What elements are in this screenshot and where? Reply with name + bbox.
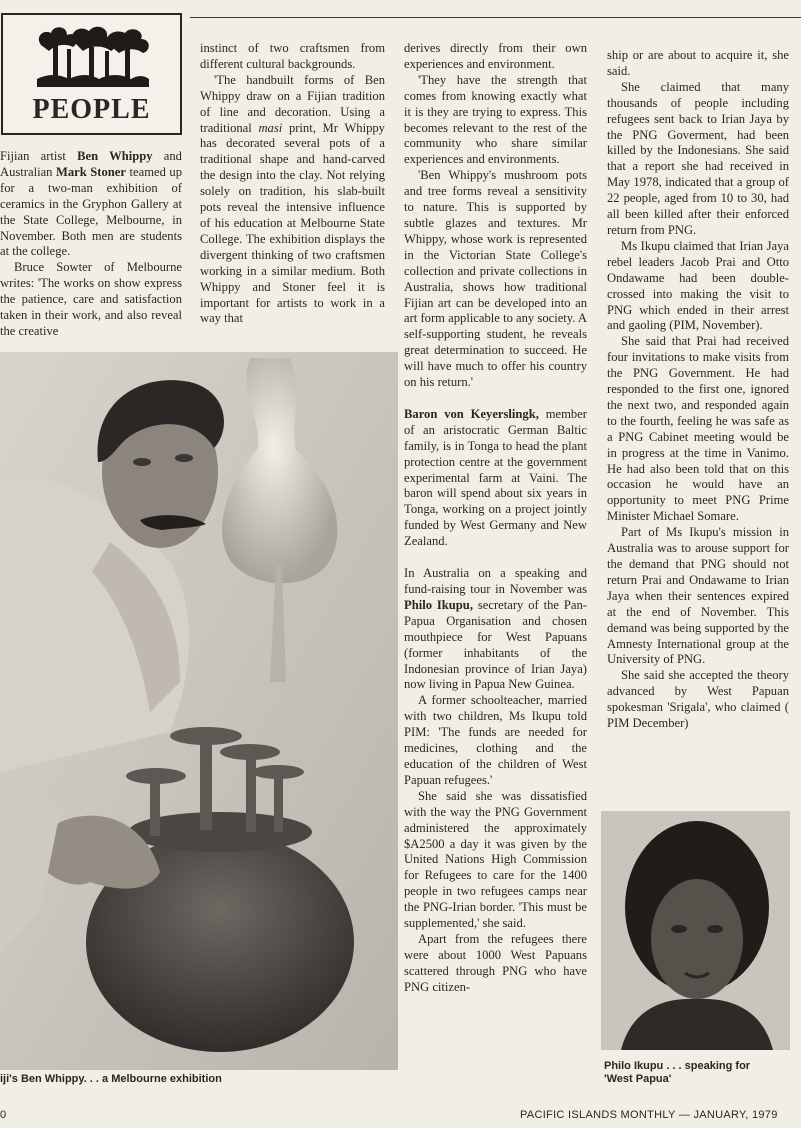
article-paragraph: In Australia on a speaking and fund-raising tour in November was Philo Ikupu, secretary of the Pan-Papua Organisation and chosen mouthpiece for West Papuans (former inhabitants of the Indonesian province of Irian Jaya) now living in Papua New Guinea. [404,566,587,692]
people-section-logo [1,13,182,135]
article-paragraph: She said she accepted the theory advanced by West Papuan spokesman 'Srigala', who claimed ( PIM December) [607,668,789,731]
article-paragraph: Baron von Keyerslingk, member of an aristocratic German Baltic family, is in Tonga to head the plant protection centre at the government experimental farm at Vaini. The baron will spend about six years in Tonga, working on a project jointly funded by West Germany and New Zealand. [404,406,587,549]
header-rule [190,17,801,18]
article-paragraph: derives directly from their own experiences and environment. [404,41,587,71]
ben-whippy-photo [0,352,398,1070]
page-number: 0 [0,1109,7,1121]
article-paragraph: She said she was dissatisfied with the way the PNG Government administered the approximately $A2500 a day it was given by the United Nations High Commission for Refugees to care for the 1400 people in two refugees camps near the PNG-Irian border. 'This must be supplemented,' she said. [404,788,587,931]
article-paragraph: Ms Ikupu claimed that Irian Jaya rebel leaders Jacob Prai and Otto Ondawame had been double-crossed into making the visit to PNG which ended in their arrest and gaoling (PIM, November). [607,238,789,333]
philo-ikupu-photo [601,811,790,1050]
article-paragraph: 'They have the strength that comes from knowing exactly what it is they are trying to express. This becomes relevant to the rest of the community who share similar experiences and environments. [404,72,587,167]
caption-line: 'West Papua' [604,1073,672,1085]
article-paragraph: A former schoolteacher, married with two children, Ms Ikupu told PIM: 'The funds are needed for medicines, clothing and the education of the children of West Papuan refugees.' [404,693,587,787]
article-paragraph: Bruce Sowter of Melbourne writes: 'The works on show express the patience, care and satisfaction taken in their work, and also reveal the creative [0,260,182,338]
main-photo-caption: iji's Ben Whippy. . . a Melbourne exhibition [0,1073,222,1085]
article-paragraph: instinct of two craftsmen from different cultural backgrounds. [200,41,385,71]
article-paragraph: 'The handbuilt forms of Ben Whippy draw on a Fijian tradition of line and decoration. Using a traditional masi print, Mr Whippy has decorated several pots of a traditional shape and hand-carved the design into the clay. Not relying solely on tradition, his slab-built pots reveal the intensive influence of his education at Melbourne State College. The exhibition displays the divergent thinking of two craftsmen working in a similar medium. Both Whippy and Stoner feel it is important for artists to work in a way that [200,72,385,326]
article-paragraph: 'Ben Whippy's mushroom pots and tree forms reveal a sensitivity to nature. This is supported by subtle glazes and textures. Mr Whippy, whose work is represented in the Victorian State College's collection and private collections in Australia, shows how traditional Fijian art can be developed into an art form applicable to any society. A self-supporting student, he reveals great determination to succeed. He will have much to offer his country on his return.' [404,168,587,390]
column-2 [200,41,385,327]
publication-footer: PACIFIC ISLANDS MONTHLY — JANUARY, 1979 [520,1109,778,1121]
column-4 [607,48,789,732]
column-3 [404,41,587,996]
article-paragraph: ship or are about to acquire it, she said. [607,48,789,78]
section-title: PEOPLE [32,94,151,125]
article-paragraph: She claimed that many thousands of people including refugees sent back to Irian Jaya by the PNG Goverment, had been killed by the Indonesians. She said that a report she had received in May 1978, indicated that a group of 22 people, aged from 10 to 30, had all been killed after their enforced return from PNG. [607,79,789,237]
article-paragraph: Part of Ms Ikupu's mission in Australia was to arouse support for the demand that PNG should not return Prai and Ondawame to Irian Jaya when their sentences expired at the end of November. This demand was being supported by the Amnesty International group at the University of PNG. [607,525,789,667]
column-1 [0,149,182,340]
article-paragraph: Apart from the refugees there were about 1000 West Papuans scattered through PNG who have PNG citizen- [404,931,587,994]
small-photo-caption [604,1060,750,1086]
article-paragraph: Fijian artist Ben Whippy and Australian Mark Stoner teamed up for a two-man exhibition of ceramics in the Gryphon Gallery at the State College, Melbourne, in November. Both men are students at the college. [0,149,182,259]
article-paragraph: She said that Prai had received four invitations to make visits from the PNG Government. He had responded to the first one, ignored the next two, and responded again to the fourth, feeling he was safe as a PNG Cabinet meeting would be in progress at the time in Vanimo. He had also been told that on this occasion he would have an opportunity to meet PNG Prime Minister Michael Somare. [607,334,789,524]
caption-line: Philo Ikupu . . . speaking for [604,1060,751,1072]
palm-trees-icon [33,23,153,93]
